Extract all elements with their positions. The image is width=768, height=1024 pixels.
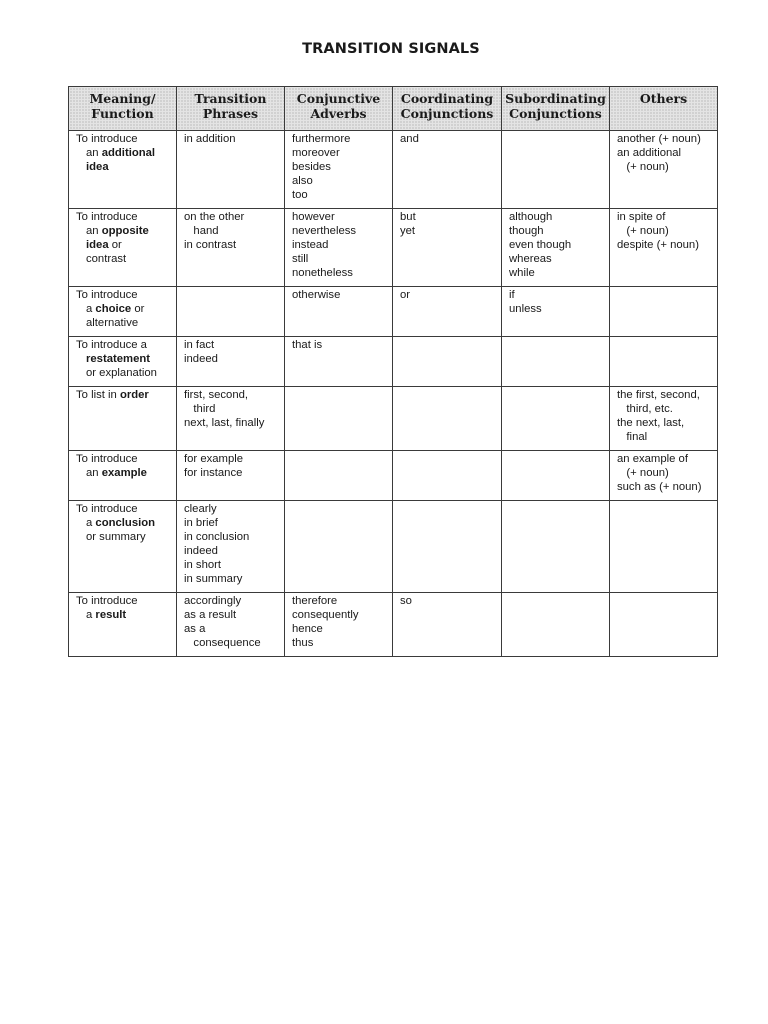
coordinating-cell: or <box>393 287 502 337</box>
phrases-cell: for example for instance <box>177 451 285 501</box>
phrases-cell: in addition <box>177 131 285 209</box>
coordinating-cell <box>393 451 502 501</box>
function-pre: an <box>86 146 102 159</box>
transition-signals-table <box>68 86 718 657</box>
col-header-adverbs-label: Conjunctive Adverbs <box>296 91 381 121</box>
others-cell: an example of (+ noun) such as (+ noun) <box>610 451 718 501</box>
table-row <box>69 451 718 501</box>
function-detail <box>76 353 172 381</box>
table-row <box>69 287 718 337</box>
function-line: To introduce <box>76 289 138 301</box>
function-line: To introduce <box>76 595 138 607</box>
function-cell <box>69 337 177 387</box>
function-cell <box>69 131 177 209</box>
function-keyword: example <box>101 466 147 479</box>
coordinating-cell <box>393 337 502 387</box>
others-cell <box>610 337 718 387</box>
adverbs-cell <box>285 501 393 593</box>
function-cell <box>69 287 177 337</box>
table-row <box>69 387 718 451</box>
function-line: To introduce <box>76 211 138 223</box>
phrases-cell: accordingly as a result as a consequence <box>177 593 285 657</box>
table-row <box>69 501 718 593</box>
adverbs-cell: furthermore moreover besides also too <box>285 131 393 209</box>
col-header-subordinating-label: Subordinating Conjunctions <box>505 91 606 121</box>
page-title: TRANSITION SIGNALS <box>302 41 480 57</box>
function-detail <box>76 467 172 481</box>
subordinating-cell: although though even though whereas while <box>502 209 610 287</box>
coordinating-cell: and <box>393 131 502 209</box>
subordinating-cell <box>502 501 610 593</box>
function-line: To introduce <box>76 133 138 145</box>
table-row <box>69 209 718 287</box>
others-cell: the first, second, third, etc. the next, last, final <box>610 387 718 451</box>
function-keyword: restatement <box>86 352 151 365</box>
adverbs-cell: therefore consequently hence thus <box>285 593 393 657</box>
function-keyword: additional idea <box>86 146 156 173</box>
function-line: To introduce <box>76 503 138 515</box>
function-post: or summary <box>86 530 146 543</box>
function-detail <box>76 303 172 331</box>
subordinating-cell <box>502 387 610 451</box>
header-row <box>69 87 718 131</box>
function-keyword: opposite idea <box>86 224 149 251</box>
function-cell <box>69 593 177 657</box>
function-pre: an <box>86 466 102 479</box>
adverbs-cell: otherwise <box>285 287 393 337</box>
function-detail <box>76 609 172 623</box>
col-header-others-label: Others <box>639 91 688 106</box>
phrases-cell: clearly in brief in conclusion indeed in short in summary <box>177 501 285 593</box>
phrases-cell: in fact indeed <box>177 337 285 387</box>
others-cell <box>610 501 718 593</box>
subordinating-cell <box>502 337 610 387</box>
col-header-others <box>610 87 718 131</box>
function-cell <box>69 501 177 593</box>
function-detail <box>76 147 172 175</box>
col-header-adverbs <box>285 87 393 131</box>
function-line: To introduce <box>76 453 138 465</box>
phrases-cell: on the other hand in contrast <box>177 209 285 287</box>
function-line: To introduce a <box>76 339 147 351</box>
function-keyword: order <box>119 389 149 401</box>
table-header <box>69 87 718 131</box>
coordinating-cell: so <box>393 593 502 657</box>
function-pre: a <box>86 302 96 315</box>
col-header-phrases-label: Transition Phrases <box>194 91 267 121</box>
function-post: or alternative <box>86 302 145 329</box>
table-body <box>69 131 718 657</box>
phrases-cell <box>177 287 285 337</box>
function-keyword: result <box>95 608 127 621</box>
subordinating-cell: if unless <box>502 287 610 337</box>
others-cell: another (+ noun) an additional (+ noun) <box>610 131 718 209</box>
function-pre: a <box>86 608 96 621</box>
adverbs-cell: however nevertheless instead still nonetheless <box>285 209 393 287</box>
others-cell <box>610 593 718 657</box>
subordinating-cell <box>502 593 610 657</box>
function-pre: an <box>86 224 102 237</box>
adverbs-cell <box>285 451 393 501</box>
function-post: or explanation <box>86 366 157 379</box>
coordinating-cell: but yet <box>393 209 502 287</box>
col-header-function <box>69 87 177 131</box>
others-cell <box>610 287 718 337</box>
subordinating-cell <box>502 451 610 501</box>
table-row <box>69 337 718 387</box>
function-detail <box>76 517 172 545</box>
function-cell <box>69 451 177 501</box>
col-header-subordinating <box>502 87 610 131</box>
function-pre: a <box>86 516 96 529</box>
col-header-phrases <box>177 87 285 131</box>
coordinating-cell <box>393 501 502 593</box>
adverbs-cell: that is <box>285 337 393 387</box>
table-row <box>69 131 718 209</box>
function-keyword: conclusion <box>95 516 156 529</box>
phrases-cell: first, second, third next, last, finally <box>177 387 285 451</box>
adverbs-cell <box>285 387 393 451</box>
function-cell <box>69 387 177 451</box>
col-header-coordinating-label: Coordinating Conjunctions <box>400 91 494 121</box>
col-header-coordinating <box>393 87 502 131</box>
function-keyword: choice <box>95 302 132 315</box>
col-header-function-label: Meaning/ Function <box>89 91 156 121</box>
others-cell: in spite of (+ noun) despite (+ noun) <box>610 209 718 287</box>
subordinating-cell <box>502 131 610 209</box>
table-row <box>69 593 718 657</box>
function-cell <box>69 209 177 287</box>
function-post: or contrast <box>86 238 127 265</box>
function-detail <box>76 225 172 267</box>
coordinating-cell <box>393 387 502 451</box>
function-line: To list in order <box>76 389 149 401</box>
